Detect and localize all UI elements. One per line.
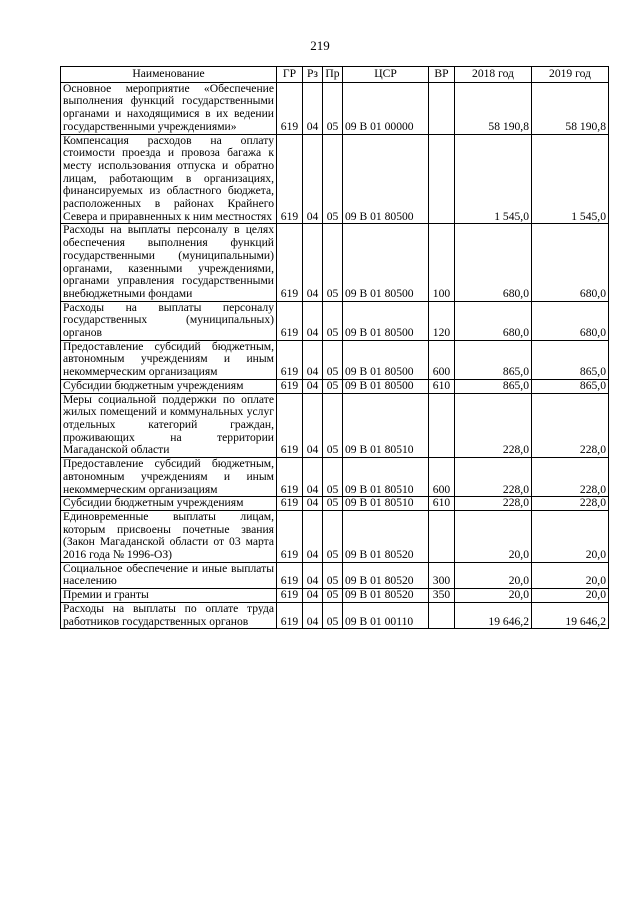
cell-csr: 09 В 01 00000 [343, 82, 429, 134]
cell-name: Расходы на выплаты персоналу государственных (муниципальных) органов [61, 301, 277, 340]
cell-csr: 09 В 01 80500 [343, 301, 429, 340]
cell-gr: 619 [277, 82, 303, 134]
table-row [61, 458, 609, 497]
cell-name: Компенсация расходов на оплату стоимости проезда и провоза багажа к месту использования отпуска и обратно лицам, работающим в организациях, финансируемых из областного бюджета, расположенных в районах Крайнего Севера и приравненных к ним местностях [61, 134, 277, 224]
cell-vr [429, 510, 455, 562]
cell-vr: 100 [429, 224, 455, 301]
table-row [61, 602, 609, 628]
cell-rz: 04 [303, 562, 323, 588]
cell-csr: 09 В 01 80520 [343, 510, 429, 562]
page-number: 219 [310, 38, 330, 53]
cell-name: Меры социальной поддержки по оплате жилых помещений и коммунальных услуг отдельных категорий граждан, проживающих на территории Магаданской области [61, 393, 277, 458]
cell-rz: 04 [303, 458, 323, 497]
cell-vr [429, 134, 455, 224]
cell-pr: 05 [323, 379, 343, 393]
cell-name: Премии и гранты [61, 589, 277, 603]
cell-gr: 619 [277, 458, 303, 497]
cell-name: Расходы на выплаты по оплате труда работников государственных органов [61, 602, 277, 628]
cell-csr: 09 В 01 80510 [343, 458, 429, 497]
cell-rz: 04 [303, 379, 323, 393]
cell-rz: 04 [303, 497, 323, 511]
cell-name: Предоставление субсидий бюджетным, автономным учреждениям и иным некоммерческим организациям [61, 458, 277, 497]
cell-vr: 600 [429, 340, 455, 379]
header-name: Наименование [61, 67, 277, 83]
cell-vr: 610 [429, 497, 455, 511]
cell-name: Субсидии бюджетным учреждениям [61, 497, 277, 511]
cell-2018: 680,0 [455, 301, 532, 340]
cell-gr: 619 [277, 224, 303, 301]
table-row [61, 134, 609, 224]
table-row [61, 510, 609, 562]
cell-vr: 300 [429, 562, 455, 588]
budget-table [60, 66, 609, 629]
cell-gr: 619 [277, 510, 303, 562]
cell-vr [429, 82, 455, 134]
cell-2019: 19 646,2 [532, 602, 609, 628]
table-row [61, 224, 609, 301]
cell-2019: 680,0 [532, 301, 609, 340]
cell-pr: 05 [323, 340, 343, 379]
cell-2018: 680,0 [455, 224, 532, 301]
cell-rz: 04 [303, 510, 323, 562]
cell-gr: 619 [277, 393, 303, 458]
table-row [61, 379, 609, 393]
cell-pr: 05 [323, 134, 343, 224]
cell-2018: 19 646,2 [455, 602, 532, 628]
cell-2019: 228,0 [532, 458, 609, 497]
cell-2018: 20,0 [455, 562, 532, 588]
cell-gr: 619 [277, 589, 303, 603]
cell-2018: 865,0 [455, 379, 532, 393]
cell-name: Единовременные выплаты лицам, которым присвоены почетные звания (Закон Магаданской области от 03 марта 2016 года № 1996-ОЗ) [61, 510, 277, 562]
cell-rz: 04 [303, 82, 323, 134]
cell-2019: 20,0 [532, 562, 609, 588]
table-row [61, 301, 609, 340]
cell-vr [429, 393, 455, 458]
cell-pr: 05 [323, 562, 343, 588]
cell-2018: 228,0 [455, 458, 532, 497]
cell-csr: 09 В 01 00110 [343, 602, 429, 628]
header-gr: ГР [277, 67, 303, 83]
cell-csr: 09 В 01 80500 [343, 379, 429, 393]
cell-rz: 04 [303, 224, 323, 301]
cell-name: Основное мероприятие «Обеспечение выполнения функций государственными органами и находящимися в их ведении государственными учреждениями» [61, 82, 277, 134]
cell-pr: 05 [323, 301, 343, 340]
cell-2019: 228,0 [532, 497, 609, 511]
cell-2019: 865,0 [532, 340, 609, 379]
cell-pr: 05 [323, 589, 343, 603]
cell-rz: 04 [303, 340, 323, 379]
cell-2018: 20,0 [455, 589, 532, 603]
cell-gr: 619 [277, 562, 303, 588]
table-header-row [61, 67, 609, 83]
cell-csr: 09 В 01 80500 [343, 340, 429, 379]
cell-csr: 09 В 01 80510 [343, 497, 429, 511]
cell-rz: 04 [303, 589, 323, 603]
cell-pr: 05 [323, 458, 343, 497]
cell-vr [429, 602, 455, 628]
cell-gr: 619 [277, 301, 303, 340]
cell-name: Расходы на выплаты персоналу в целях обеспечения выполнения функций государственными (муниципальными) органами, казенными учреждениями, органами управления государственными внебюджетными фондами [61, 224, 277, 301]
cell-2019: 1 545,0 [532, 134, 609, 224]
cell-csr: 09 В 01 80520 [343, 562, 429, 588]
table-row [61, 82, 609, 134]
cell-vr: 350 [429, 589, 455, 603]
header-vr: ВР [429, 67, 455, 83]
cell-rz: 04 [303, 134, 323, 224]
cell-2018: 228,0 [455, 393, 532, 458]
cell-pr: 05 [323, 497, 343, 511]
cell-csr: 09 В 01 80510 [343, 393, 429, 458]
cell-vr: 120 [429, 301, 455, 340]
cell-vr: 610 [429, 379, 455, 393]
header-rz: Рз [303, 67, 323, 83]
table-row [61, 340, 609, 379]
cell-2019: 58 190,8 [532, 82, 609, 134]
cell-pr: 05 [323, 393, 343, 458]
cell-pr: 05 [323, 224, 343, 301]
cell-name: Предоставление субсидий бюджетным, автономным учреждениям и иным некоммерческим организациям [61, 340, 277, 379]
cell-name: Социальное обеспечение и иные выплаты населению [61, 562, 277, 588]
cell-gr: 619 [277, 379, 303, 393]
cell-vr: 600 [429, 458, 455, 497]
cell-2018: 228,0 [455, 497, 532, 511]
cell-rz: 04 [303, 602, 323, 628]
cell-csr: 09 В 01 80500 [343, 224, 429, 301]
header-pr: Пр [323, 67, 343, 83]
cell-2019: 865,0 [532, 379, 609, 393]
cell-gr: 619 [277, 340, 303, 379]
cell-rz: 04 [303, 301, 323, 340]
cell-rz: 04 [303, 393, 323, 458]
cell-2019: 20,0 [532, 510, 609, 562]
table-row [61, 589, 609, 603]
cell-2018: 865,0 [455, 340, 532, 379]
header-2018: 2018 год [455, 67, 532, 83]
cell-pr: 05 [323, 602, 343, 628]
table-row [61, 562, 609, 588]
cell-pr: 05 [323, 82, 343, 134]
table-body [61, 82, 609, 629]
cell-name: Субсидии бюджетным учреждениям [61, 379, 277, 393]
cell-2019: 228,0 [532, 393, 609, 458]
cell-gr: 619 [277, 134, 303, 224]
cell-gr: 619 [277, 602, 303, 628]
cell-2018: 1 545,0 [455, 134, 532, 224]
cell-2018: 20,0 [455, 510, 532, 562]
cell-csr: 09 В 01 80520 [343, 589, 429, 603]
header-2019: 2019 год [532, 67, 609, 83]
cell-2018: 58 190,8 [455, 82, 532, 134]
cell-2019: 20,0 [532, 589, 609, 603]
cell-2019: 680,0 [532, 224, 609, 301]
cell-pr: 05 [323, 510, 343, 562]
cell-gr: 619 [277, 497, 303, 511]
cell-csr: 09 В 01 80500 [343, 134, 429, 224]
table-row [61, 393, 609, 458]
table-row [61, 497, 609, 511]
header-csr: ЦСР [343, 67, 429, 83]
